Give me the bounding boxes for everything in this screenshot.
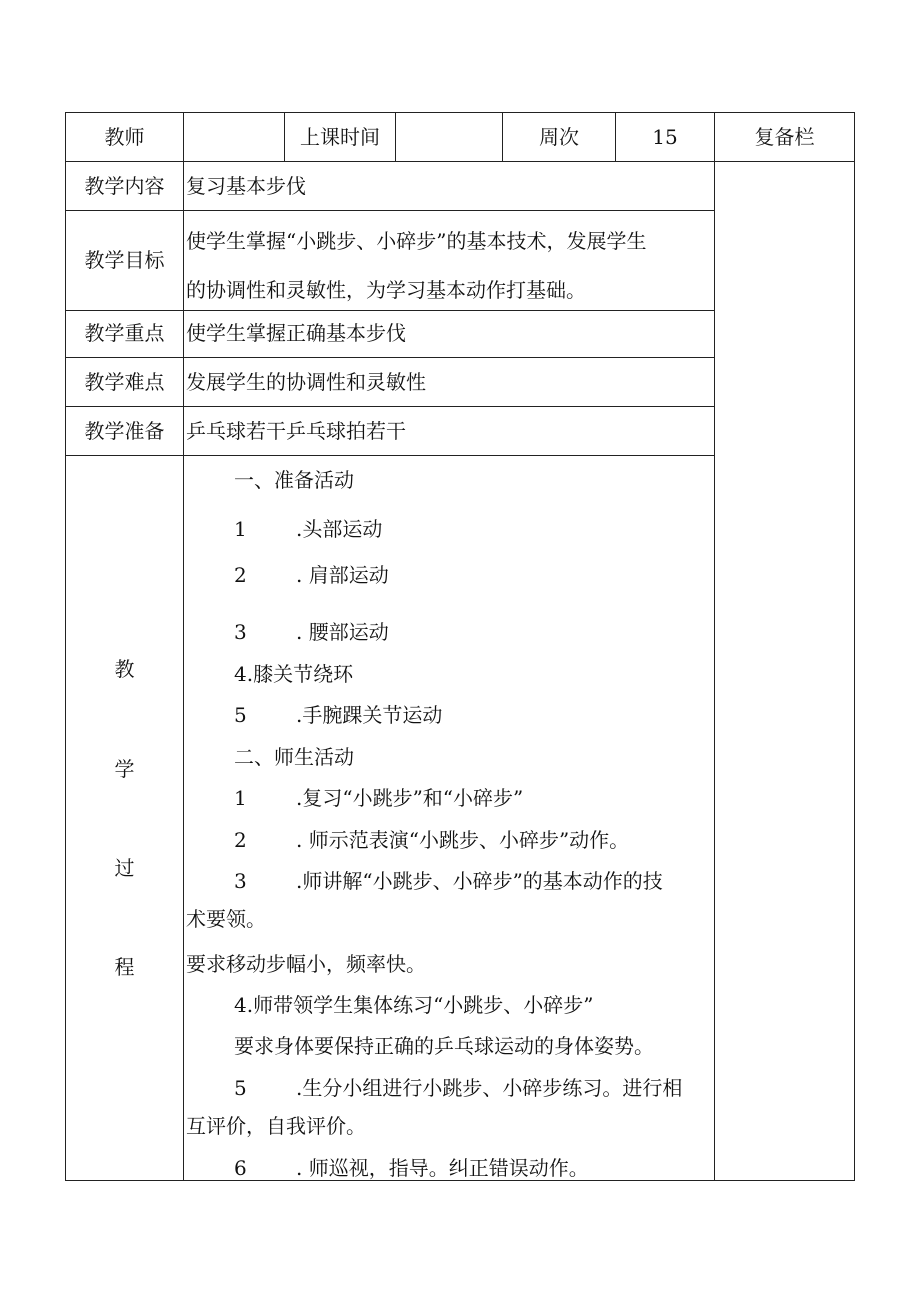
list-item-number: 2: [234, 828, 247, 852]
teacher-label: 教师: [104, 125, 145, 149]
section-title-activities: 二、师生活动: [234, 745, 354, 769]
column-divider: [395, 112, 396, 161]
list-item-number: 5: [234, 703, 247, 727]
table-border-left: [65, 112, 66, 1181]
process-label-char: 学: [114, 757, 135, 781]
week-value: 15: [652, 125, 678, 149]
list-item-number: 3: [234, 620, 247, 644]
column-divider: [714, 112, 715, 1181]
process-label-char: 教: [114, 657, 135, 681]
list-item-text: . 肩部运动: [296, 563, 389, 587]
key-point-value: 使学生掌握正确基本步伐: [186, 321, 406, 345]
list-item: 4.师带领学生集体练习“小跳步、小碎步”: [234, 993, 594, 1017]
list-item-text: . 师巡视，指导。纠正错误动作。: [296, 1156, 589, 1180]
list-item-number: 1: [234, 517, 247, 541]
row-divider: [65, 455, 714, 456]
list-item-number: 3: [234, 869, 247, 893]
goal-line-2: 的协调性和灵敏性，为学习基本动作打基础。: [186, 278, 586, 302]
row-divider: [65, 357, 714, 358]
key-point-label: 教学重点: [84, 321, 165, 345]
difficulty-label: 教学难点: [84, 370, 165, 394]
content-label: 教学内容: [84, 174, 165, 198]
content-value: 复习基本步伐: [186, 174, 306, 198]
preparation-label: 教学准备: [84, 419, 165, 443]
difficulty-value: 发展学生的协调性和灵敏性: [186, 370, 426, 394]
process-label-char: 程: [114, 955, 135, 979]
list-item-text: .生分小组进行小跳步、小碎步练习。进行相: [296, 1076, 683, 1100]
list-item-continuation: 术要领。: [186, 907, 266, 931]
list-item-number: 1: [234, 786, 247, 810]
list-item-text: . 腰部运动: [296, 620, 389, 644]
column-divider: [183, 112, 184, 1181]
list-item: 4.膝关节绕环: [234, 662, 354, 686]
week-label: 周次: [539, 125, 579, 149]
process-label-char: 过: [114, 856, 135, 880]
requirement-text: 要求身体要保持正确的乒乓球运动的身体姿势。: [234, 1034, 654, 1058]
goal-line-1: 使学生掌握“小跳步、小碎步”的基本技术，发展学生: [186, 229, 647, 253]
list-item-text: .头部运动: [296, 517, 383, 541]
list-item-number: 5: [234, 1076, 247, 1100]
section-title-warmup: 一、准备活动: [234, 468, 354, 492]
list-item-text: .师讲解“小跳步、小碎步”的基本动作的技: [296, 869, 663, 893]
list-item-number: 2: [234, 563, 247, 587]
row-divider: [65, 310, 714, 311]
list-item-text: . 师示范表演“小跳步、小碎步”动作。: [296, 828, 630, 852]
row-divider: [65, 406, 714, 407]
row-divider: [65, 210, 714, 211]
table-border-right: [854, 112, 855, 1181]
list-item-number: 6: [234, 1156, 247, 1180]
requirement-text: 要求移动步幅小，频率快。: [186, 952, 426, 976]
list-item-continuation: 互评价，自我评价。: [186, 1114, 366, 1138]
list-item-text: .手腕踝关节运动: [296, 703, 443, 727]
goal-label: 教学目标: [84, 248, 165, 272]
preparation-value: 乒乓球若干乒乓球拍若干: [186, 419, 406, 443]
class-time-label: 上课时间: [300, 125, 380, 149]
review-column-label: 复备栏: [754, 125, 815, 149]
list-item-text: .复习“小跳步”和“小碎步”: [296, 786, 524, 810]
